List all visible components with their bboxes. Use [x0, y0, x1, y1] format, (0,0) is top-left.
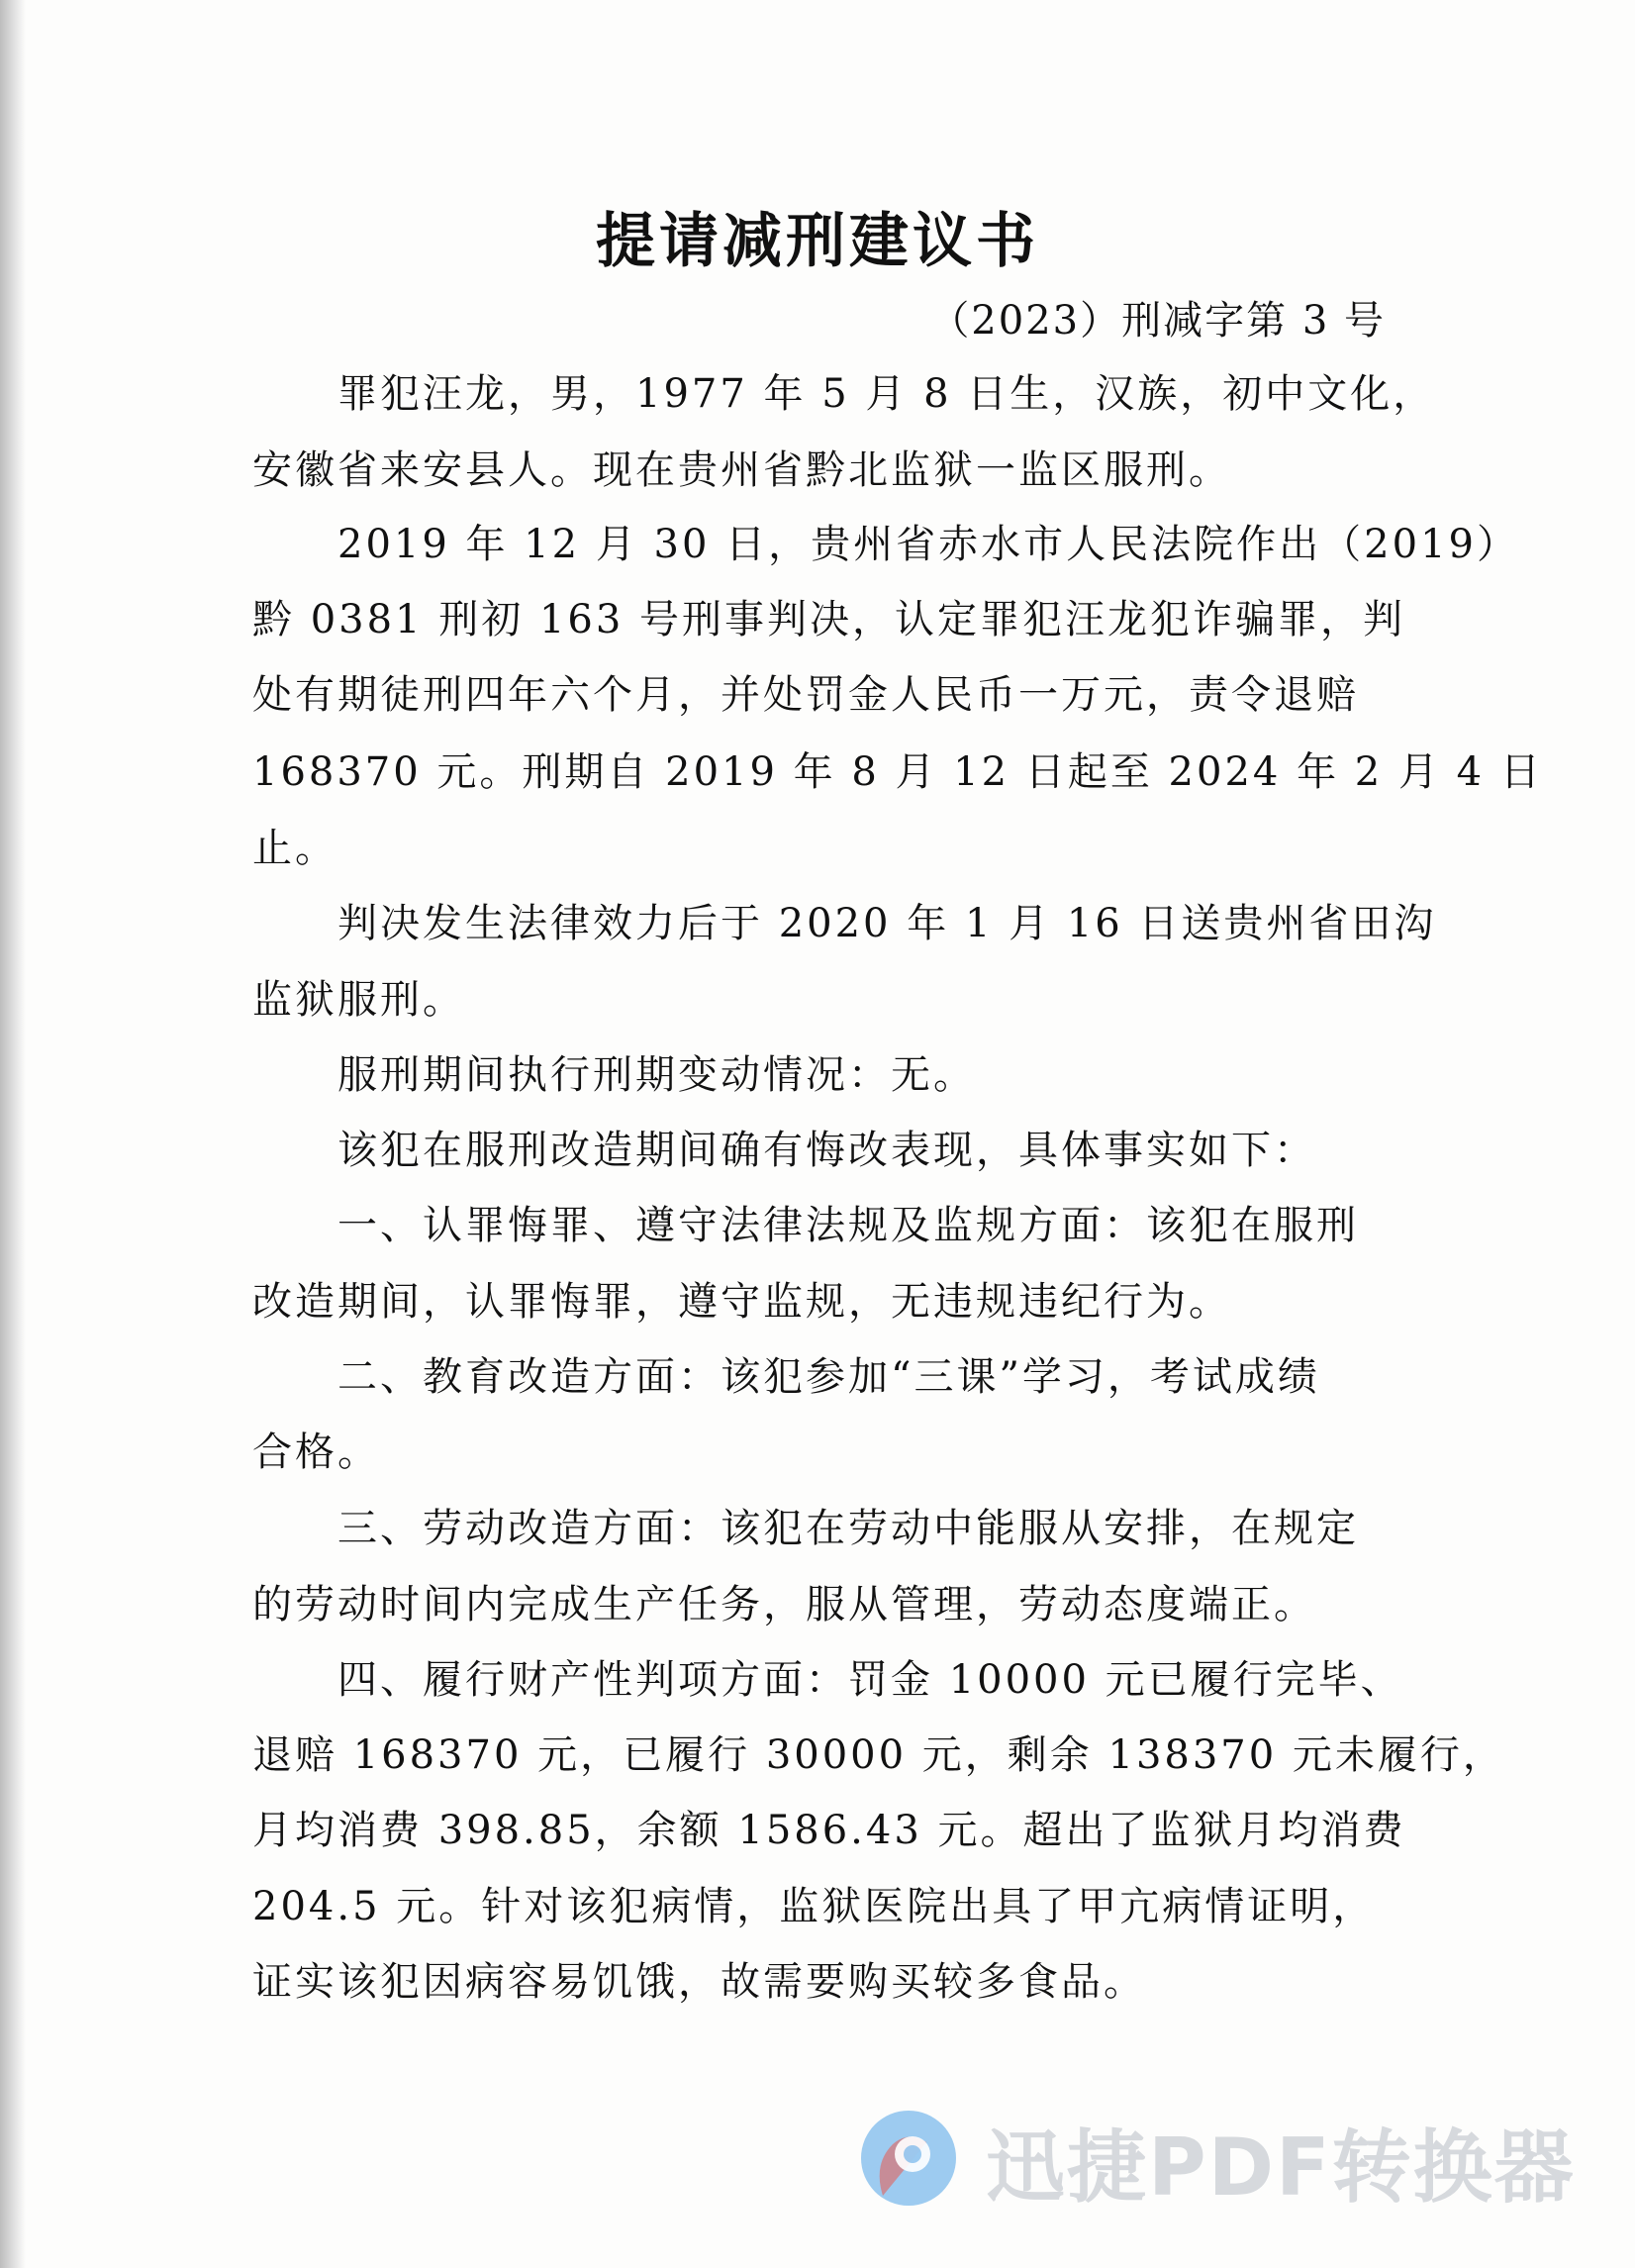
- body-line: 改造期间，认罪悔罪，遵守监规，无违规违纪行为。: [252, 1279, 1231, 1325]
- body-line: 罪犯汪龙，男，1977 年 5 月 8 日生，汉族，初中文化，: [337, 371, 1436, 417]
- body-line: 168370 元。刑期自 2019 年 8 月 12 日起至 2024 年 2 月 4 日: [252, 749, 1543, 795]
- body-line: 二、教育改造方面：该犯参加“三课”学习，考试成绩: [337, 1354, 1320, 1400]
- body-line: 该犯在服刑改造期间确有悔改表现，具体事实如下：: [337, 1128, 1316, 1173]
- body-line: 2019 年 12 月 30 日，贵州省赤水市人民法院作出（2019）: [337, 522, 1519, 567]
- scan-edge-shadow: [0, 0, 26, 2268]
- body-line: 监狱服刑。: [252, 977, 465, 1023]
- body-line: 合格。: [252, 1430, 380, 1475]
- watermark-text: 迅捷PDF转换器: [986, 2120, 1576, 2214]
- body-line: 处有期徒刑四年六个月，并处罚金人民币一万元，责令退赔: [252, 672, 1359, 718]
- body-line: 止。: [252, 826, 337, 871]
- body-line: 安徽省来安县人。现在贵州省黔北监狱一监区服刑。: [252, 447, 1231, 493]
- body-line: 服刑期间执行刑期变动情况：无。: [337, 1052, 976, 1098]
- body-line: 退赔 168370 元，已履行 30000 元，剩余 138370 元未履行，: [252, 1732, 1505, 1778]
- body-line: 三、劳动改造方面：该犯在劳动中能服从安排，在规定: [337, 1506, 1359, 1551]
- body-line: 判决发生法律效力后于 2020 年 1 月 16 日送贵州省田沟: [337, 901, 1437, 946]
- body-line: 四、履行财产性判项方面：罚金 10000 元已履行完毕、: [337, 1657, 1403, 1703]
- document-title: 提请减刑建议书: [596, 207, 1039, 276]
- watermark: [853, 2101, 1605, 2219]
- body-line: 月均消费 398.85，余额 1586.43 元。超出了监狱月均消费: [252, 1808, 1406, 1853]
- document-number: （2023）刑减字第 3 号: [929, 298, 1386, 344]
- body-line: 黔 0381 刑初 163 号刑事判决，认定罪犯汪龙犯诈骗罪，判: [252, 597, 1406, 642]
- body-line: 一、认罪悔罪、遵守法律法规及监规方面：该犯在服刑: [337, 1203, 1359, 1248]
- body-line: 204.5 元。针对该犯病情，监狱医院出具了甲亢病情证明，: [252, 1884, 1376, 1929]
- body-line: 证实该犯因病容易饥饿，故需要购买较多食品。: [252, 1959, 1146, 2005]
- speech-bubble-logo-icon: [853, 2105, 964, 2216]
- body-line: 的劳动时间内完成生产任务，服从管理，劳动态度端正。: [252, 1582, 1316, 1627]
